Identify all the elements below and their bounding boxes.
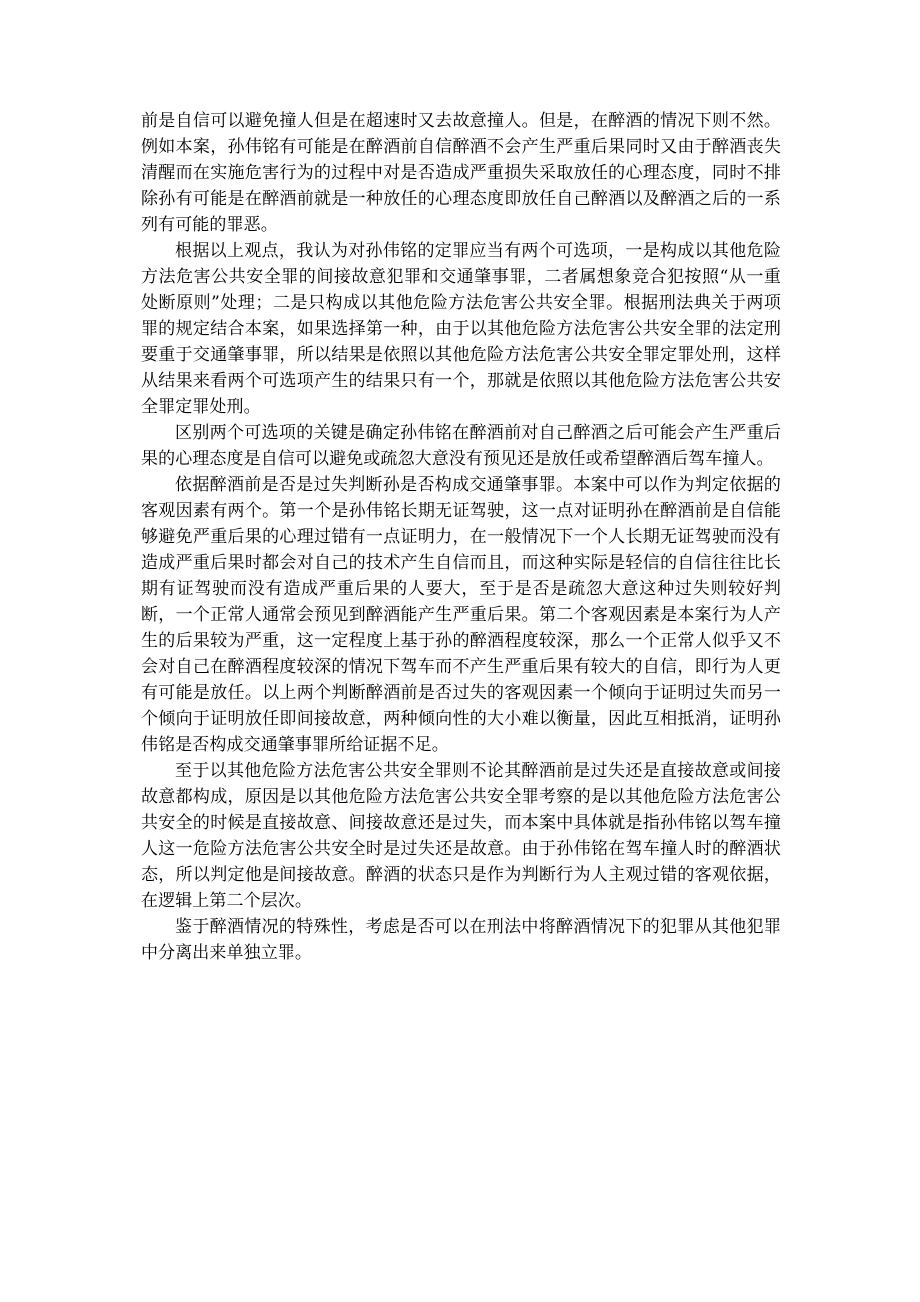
document-body <box>141 108 781 966</box>
paragraph-6: 鉴于醉酒情况的特殊性，考虑是否可以在刑法中将醉酒情况下的犯罪从其他犯罪中分离出来单独立罪。 <box>141 917 781 963</box>
paragraph-1: 前是自信可以避免撞人但是在超速时又去故意撞人。但是，在醉酒的情况下则不然。例如本案，孙伟铭有可能是在醉酒前自信醉酒不会产生严重后果同时又由于醉酒丧失清醒而在实施危害行为的过程中对是否造成严重损失采取放任的心理态度，同时不排除孙有可能是在醉酒前就是一种放任的心理态度即放任自己醉酒以及醉酒之后的一系列有可能的罪恶。 <box>141 111 781 235</box>
paragraph-3: 区别两个可选项的关键是确定孙伟铭在醉酒前对自己醉酒之后可能会产生严重后果的心理态度是自信可以避免或疏忽大意没有预见还是放任或希望醉酒后驾车撞人。 <box>141 423 781 469</box>
paragraph-2: 根据以上观点，我认为对孙伟铭的定罪应当有两个可选项，一是构成以其他危险方法危害公共安全罪的间接故意犯罪和交通肇事罪，二者属想象竞合犯按照“从一重处断原则”处理；二是只构成以其他危险方法危害公共安全罪。根据刑法典关于两项罪的规定结合本案，如果选择第一种，由于以其他危险方法危害公共安全罪的法定刑要重于交通肇事罪，所以结果是依照以其他危险方法危害公共安全罪定罪处刑，这样从结果来看两个可选项产生的结果只有一个，那就是依照以其他危险方法危害公共安全罪定罪处刑。 <box>141 241 781 417</box>
paragraph-4: 依据醉酒前是否是过失判断孙是否构成交通肇事罪。本案中可以作为判定依据的客观因素有两个。第一个是孙伟铭长期无证驾驶，这一点对证明孙在醉酒前是自信能够避免严重后果的心理过错有一点证明力，在一般情况下一个人长期无证驾驶而没有造成严重后果时都会对自己的技术产生自信而且，而这种实际是轻信的自信往往比长期有证驾驶而没有造成严重后果的人要大，至于是否是疏忽大意这种过失则较好判断，一个正常人通常会预见到醉酒能产生严重后果。第二个客观因素是本案行为人产生的后果较为严重，这一定程度上基于孙的醉酒程度较深，那么一个正常人似乎又不会对自己在醉酒程度较深的情况下驾车而不产生严重后果有较大的自信，即行为人更有可能是放任。以上两个判断醉酒前是否过失的客观因素一个倾向于证明过失而另一个倾向于证明放任即间接故意，两种倾向性的大小难以衡量，因此互相抵消，证明孙伟铭是否构成交通肇事罪所给证据不足。 <box>141 475 781 755</box>
paragraph-5: 至于以其他危险方法危害公共安全罪则不论其醉酒前是过失还是直接故意或间接故意都构成，原因是以其他危险方法危害公共安全罪考察的是以其他危险方法危害公共安全的时候是直接故意、间接故意还是过失，而本案中具体就是指孙伟铭以驾车撞人这一危险方法危害公共安全时是过失还是故意。由于孙伟铭在驾车撞人时的醉酒状态，所以判定他是间接故意。醉酒的状态只是作为判断行为人主观过错的客观依据，在逻辑上第二个层次。 <box>141 761 781 911</box>
